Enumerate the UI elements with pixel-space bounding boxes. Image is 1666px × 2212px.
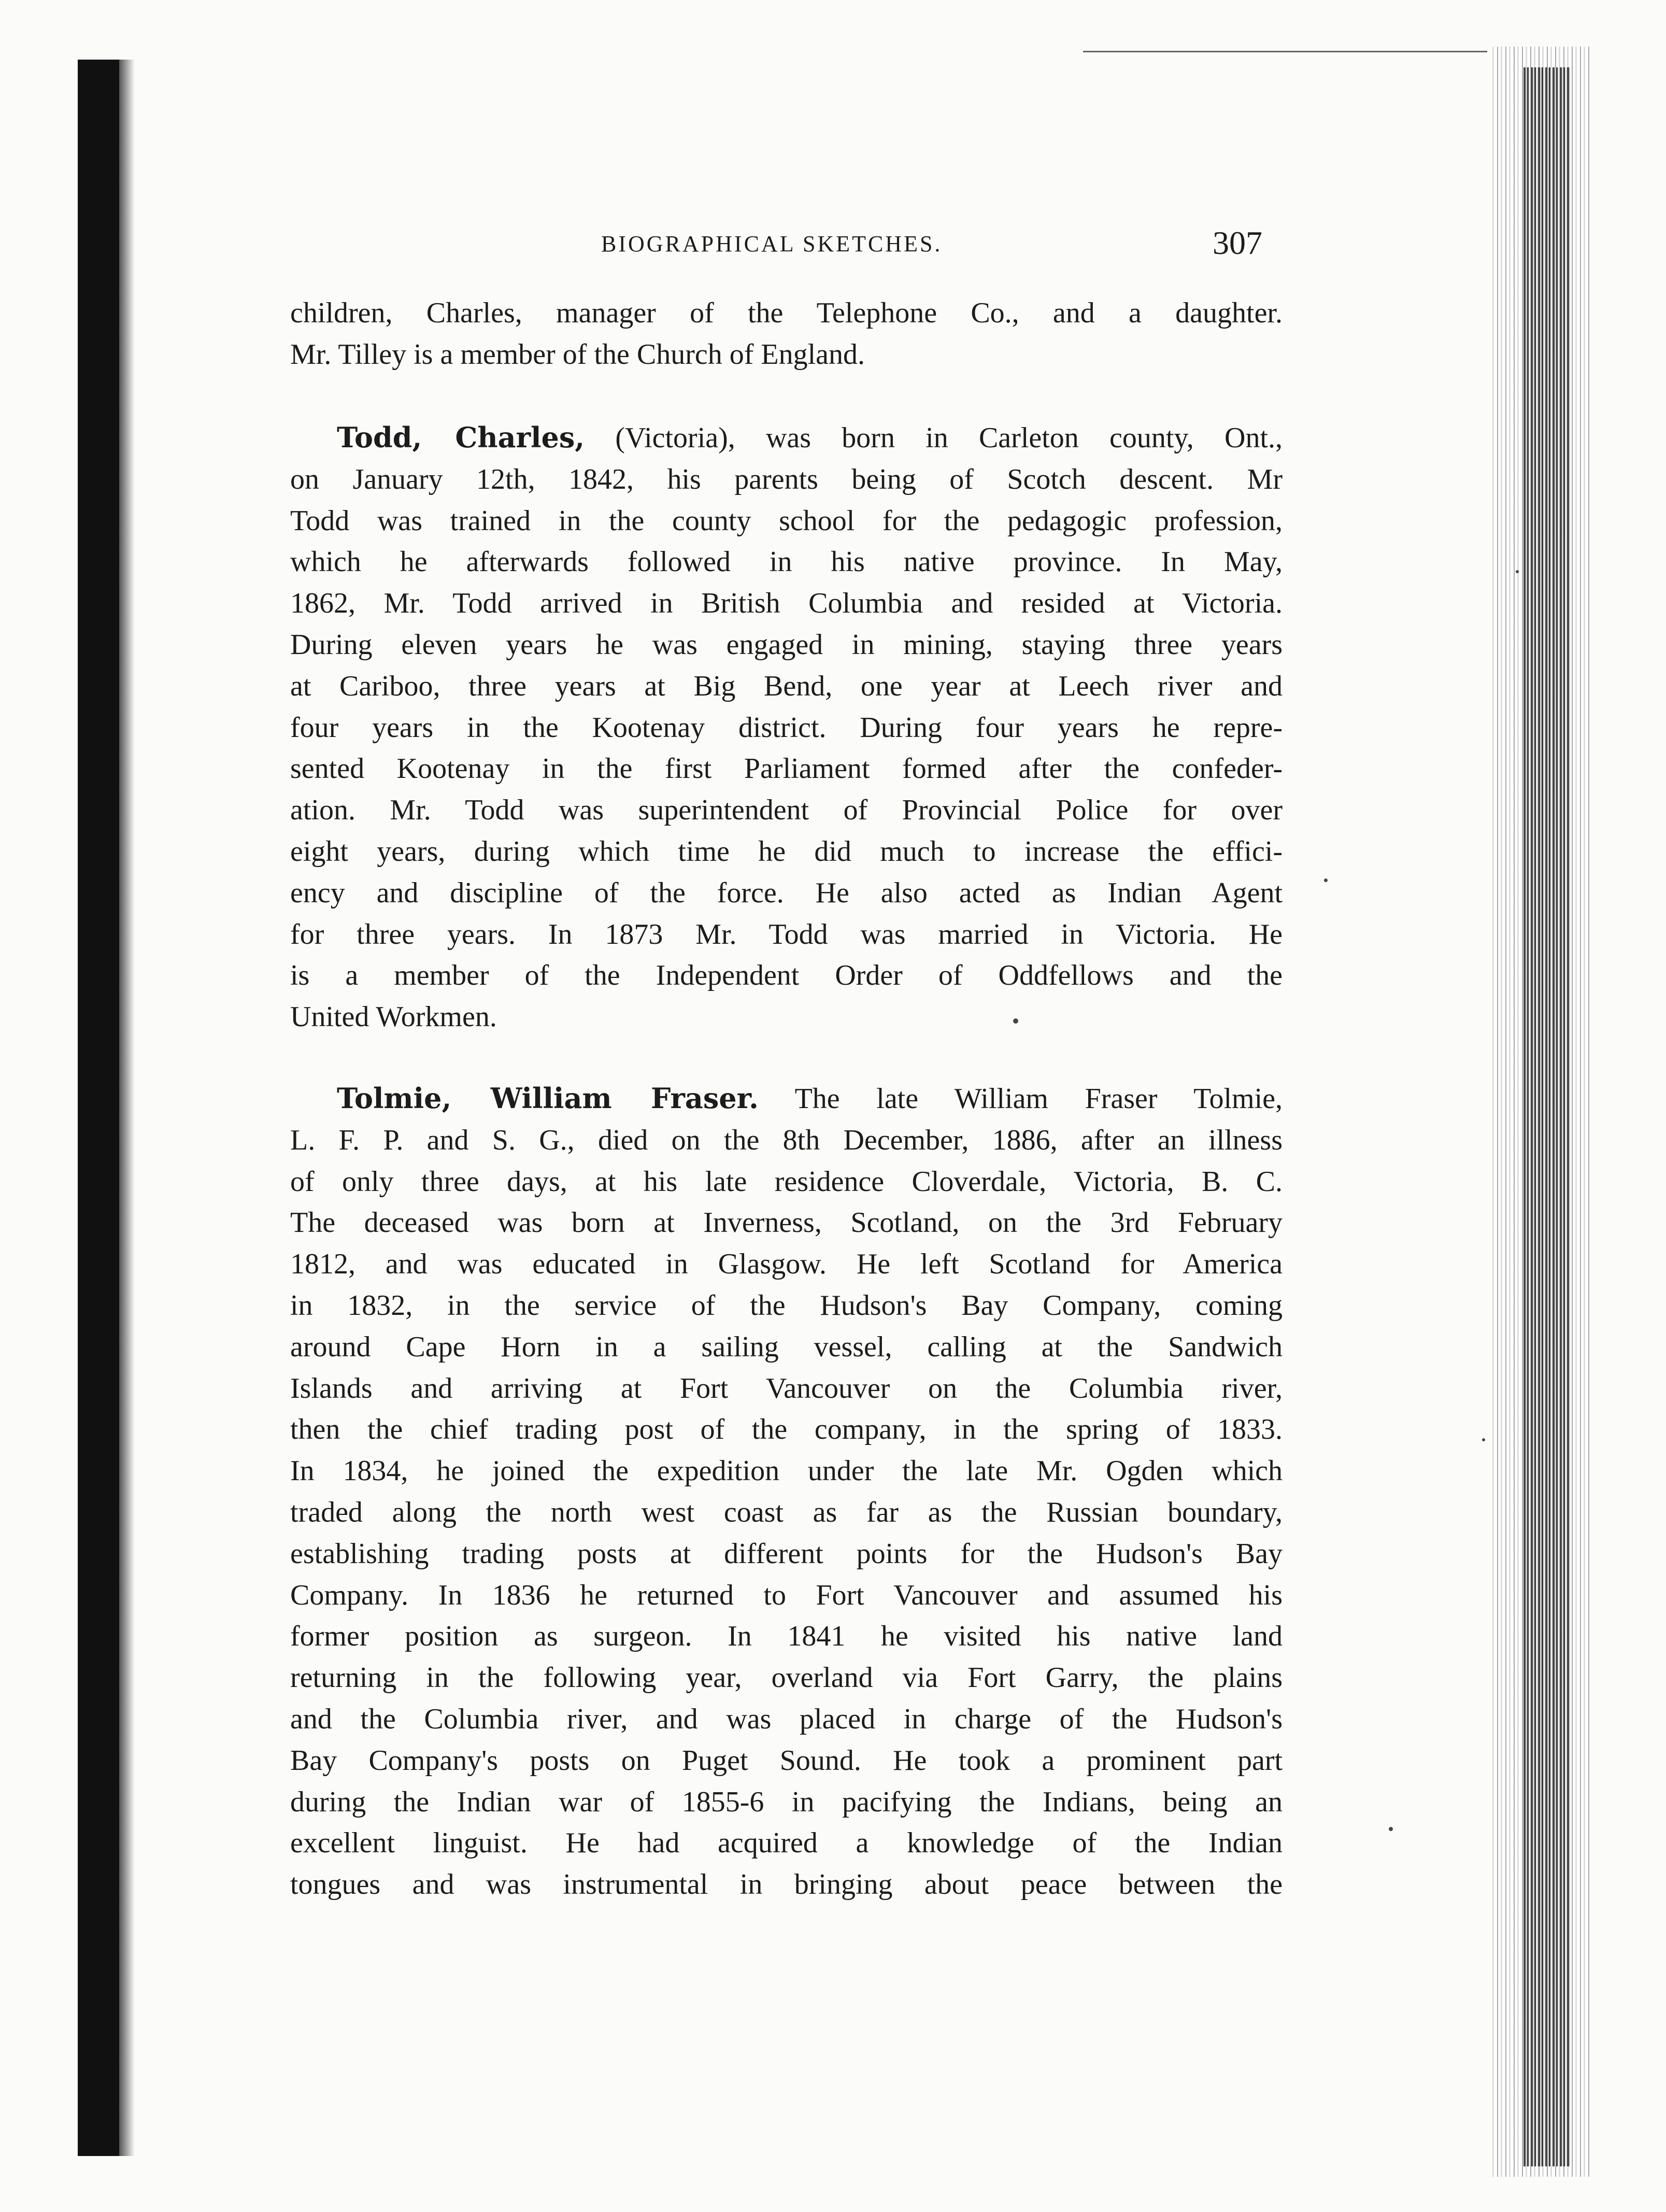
text-line: four years in the Kootenay district. During four years he repre-	[290, 711, 1283, 744]
text-line: which he afterwards followed in his native province. In May,	[290, 546, 1283, 578]
scan-speck	[1482, 1438, 1485, 1441]
text-line: Bay Company's posts on Puget Sound. He took a prominent part	[290, 1744, 1283, 1777]
entry-first-line	[290, 1078, 1283, 1120]
text-line: L. F. P. and S. G., died on the 8th December, 1886, after an illness	[290, 1124, 1283, 1156]
text-line: 1862, Mr. Todd arrived in British Columbia and resided at Victoria.	[290, 587, 1283, 620]
text-line: Islands and arriving at Fort Vancouver on the Columbia river,	[290, 1372, 1283, 1405]
text-line: Todd was trained in the county school for the pedagogic profession,	[290, 504, 1283, 537]
text-line: establishing trading posts at different points for the Hudson's Bay	[290, 1537, 1283, 1570]
text-line: former position as surgeon. In 1841 he visited his native land	[290, 1620, 1283, 1653]
text-line: is a member of the Independent Order of Oddfellows and the	[290, 959, 1283, 992]
scan-speck	[1013, 1018, 1018, 1024]
text-line: around Cape Horn in a sailing vessel, calling at the Sandwich	[290, 1330, 1283, 1363]
text-line: Mr. Tilley is a member of the Church of England.	[290, 338, 865, 371]
text-line: sented Kootenay in the first Parliament formed after the confeder-	[290, 753, 1283, 785]
text-line: children, Charles, manager of the Telephone Co., and a daughter.	[290, 297, 1283, 329]
entry-first-line-text: The late William Fraser Tolmie,	[794, 1083, 1283, 1115]
text-line: During eleven years he was engaged in mining, staying three years	[290, 628, 1283, 661]
top-edge-rule	[1083, 51, 1487, 52]
text-line: of only three days, at his late residence Cloverdale, Victoria, B. C.	[290, 1165, 1283, 1198]
text-line: and the Columbia river, and was placed in charge of the Hudson's	[290, 1703, 1283, 1735]
entry-first-line-text: (Victoria), was born in Carleton county, Ont.,	[615, 422, 1283, 454]
scan-speck	[1389, 1827, 1393, 1831]
right-gutter-edge	[1523, 67, 1570, 2166]
text-line: during the Indian war of 1855-6 in pacifying the Indians, being an	[290, 1785, 1283, 1818]
text-line: for three years. In 1873 Mr. Todd was married in Victoria. He	[290, 918, 1283, 951]
text-line: on January 12th, 1842, his parents being of Scotch descent. Mr	[290, 463, 1283, 495]
text-line: ation. Mr. Todd was superintendent of Provincial Police for over	[290, 794, 1283, 827]
text-line: United Workmen.	[290, 1001, 497, 1033]
page-number: 307	[1213, 224, 1262, 261]
text-line: in 1832, in the service of the Hudson's Bay Company, coming	[290, 1289, 1283, 1322]
text-line: returning in the following year, overland via Fort Garry, the plains	[290, 1662, 1283, 1694]
text-line: The deceased was born at Inverness, Scotland, on the 3rd February	[290, 1207, 1283, 1239]
scan-speck	[1516, 570, 1519, 573]
entry-first-line	[290, 417, 1283, 459]
text-line: eight years, during which time he did much to increase the effici-	[290, 835, 1283, 868]
entry-name: Todd, Charles,	[337, 421, 585, 454]
text-line: at Cariboo, three years at Big Bend, one year at Leech river and	[290, 670, 1283, 702]
left-binding-shadow	[78, 60, 119, 2156]
text-line: tongues and was instrumental in bringing about peace between the	[290, 1868, 1283, 1901]
entry-name: Tolmie, William Fraser.	[337, 1082, 759, 1115]
text-line: then the chief trading post of the company, in the spring of 1833.	[290, 1413, 1283, 1446]
text-line: traded along the north west coast as far as the Russian boundary,	[290, 1496, 1283, 1528]
text-line: Company. In 1836 he returned to Fort Vancouver and assumed his	[290, 1579, 1283, 1611]
continuation-paragraph	[290, 293, 1283, 376]
text-line: ency and discipline of the force. He also acted as Indian Agent	[290, 876, 1283, 909]
entry-todd	[290, 417, 1283, 1038]
entry-tolmie	[290, 1078, 1283, 1906]
text-line: 1812, and was educated in Glasgow. He left Scotland for America	[290, 1248, 1283, 1281]
left-binding-fade	[119, 60, 135, 2156]
text-line: excellent linguist. He had acquired a knowledge of the Indian	[290, 1827, 1283, 1860]
scan-speck	[1324, 878, 1328, 882]
text-line: In 1834, he joined the expedition under the late Mr. Ogden which	[290, 1455, 1283, 1487]
running-title: BIOGRAPHICAL SKETCHES.	[601, 231, 943, 257]
